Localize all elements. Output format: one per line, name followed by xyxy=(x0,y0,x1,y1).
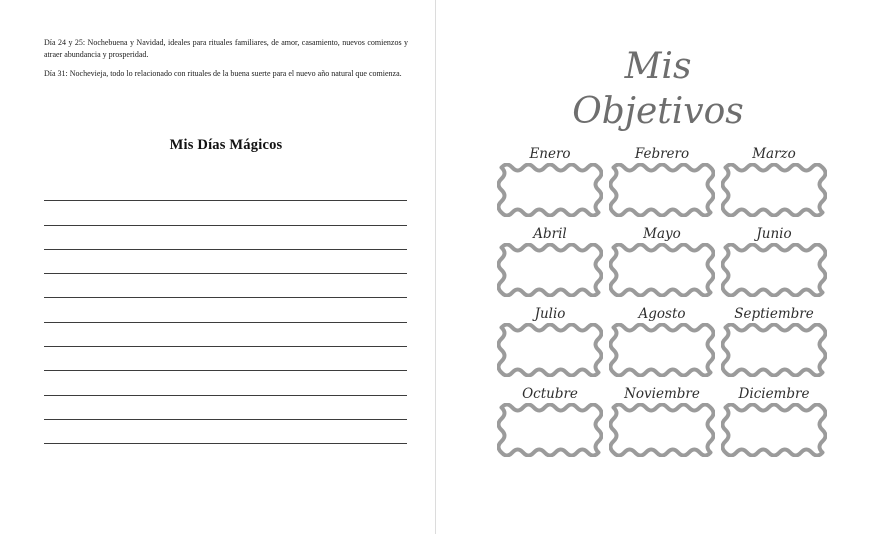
month-cell-abril xyxy=(497,226,603,297)
writing-line xyxy=(44,298,407,322)
writing-lines xyxy=(44,177,407,444)
month-label: Julio xyxy=(534,306,566,322)
month-label: Febrero xyxy=(634,146,690,162)
writing-line xyxy=(44,226,407,250)
goal-box xyxy=(497,243,603,297)
goal-box xyxy=(497,163,603,217)
writing-line xyxy=(44,250,407,274)
writing-line xyxy=(44,396,407,420)
month-label: Marzo xyxy=(752,146,796,162)
month-cell-noviembre xyxy=(609,386,715,457)
body-copy xyxy=(44,37,408,88)
month-label: Enero xyxy=(529,146,571,162)
page-title xyxy=(436,44,880,134)
month-cell-agosto xyxy=(609,306,715,377)
goal-box xyxy=(609,323,715,377)
paragraph-dia-24-25: Día 24 y 25: Nochebuena y Navidad, ideales para rituales familiares, de amor, casamiento, nuevos comienzos y atraer abundancia y prosperidad. xyxy=(44,38,408,59)
goal-box xyxy=(721,323,827,377)
month-label: Diciembre xyxy=(738,386,810,402)
writing-line xyxy=(44,347,407,371)
heading-mis-dias-magicos: Mis Días Mágicos xyxy=(169,137,283,153)
month-label: Abril xyxy=(533,226,567,242)
left-page xyxy=(0,0,435,534)
writing-line xyxy=(44,274,407,298)
goal-box xyxy=(721,403,827,457)
writing-line xyxy=(44,323,407,347)
month-label: Octubre xyxy=(522,386,578,402)
month-cell-octubre xyxy=(497,386,603,457)
month-cell-mayo xyxy=(609,226,715,297)
month-label: Mayo xyxy=(643,226,681,242)
month-cell-enero xyxy=(497,146,603,217)
month-cell-septiembre xyxy=(721,306,827,377)
goal-box xyxy=(609,243,715,297)
month-label: Junio xyxy=(756,226,792,242)
month-cell-julio xyxy=(497,306,603,377)
writing-line xyxy=(44,371,407,395)
months-grid xyxy=(497,146,827,457)
writing-line xyxy=(44,177,407,201)
month-label: Agosto xyxy=(638,306,686,322)
month-cell-marzo xyxy=(721,146,827,217)
writing-line xyxy=(44,420,407,444)
month-label: Septiembre xyxy=(734,306,814,322)
month-cell-junio xyxy=(721,226,827,297)
writing-line xyxy=(44,201,407,225)
page-title-line1: Mis xyxy=(624,46,692,87)
goal-box xyxy=(497,323,603,377)
right-page xyxy=(436,0,880,534)
month-cell-febrero xyxy=(609,146,715,217)
goal-box xyxy=(721,243,827,297)
goal-box xyxy=(497,403,603,457)
goal-box xyxy=(609,403,715,457)
goal-box xyxy=(721,163,827,217)
paragraph-dia-31: Día 31: Nochevieja, todo lo relacionado con rituales de la buena suerte para el nuevo año natural que comienza. xyxy=(44,69,402,78)
month-label: Noviembre xyxy=(624,386,700,402)
goal-box xyxy=(609,163,715,217)
page-title-line2: Objetivos xyxy=(572,91,744,132)
month-cell-diciembre xyxy=(721,386,827,457)
